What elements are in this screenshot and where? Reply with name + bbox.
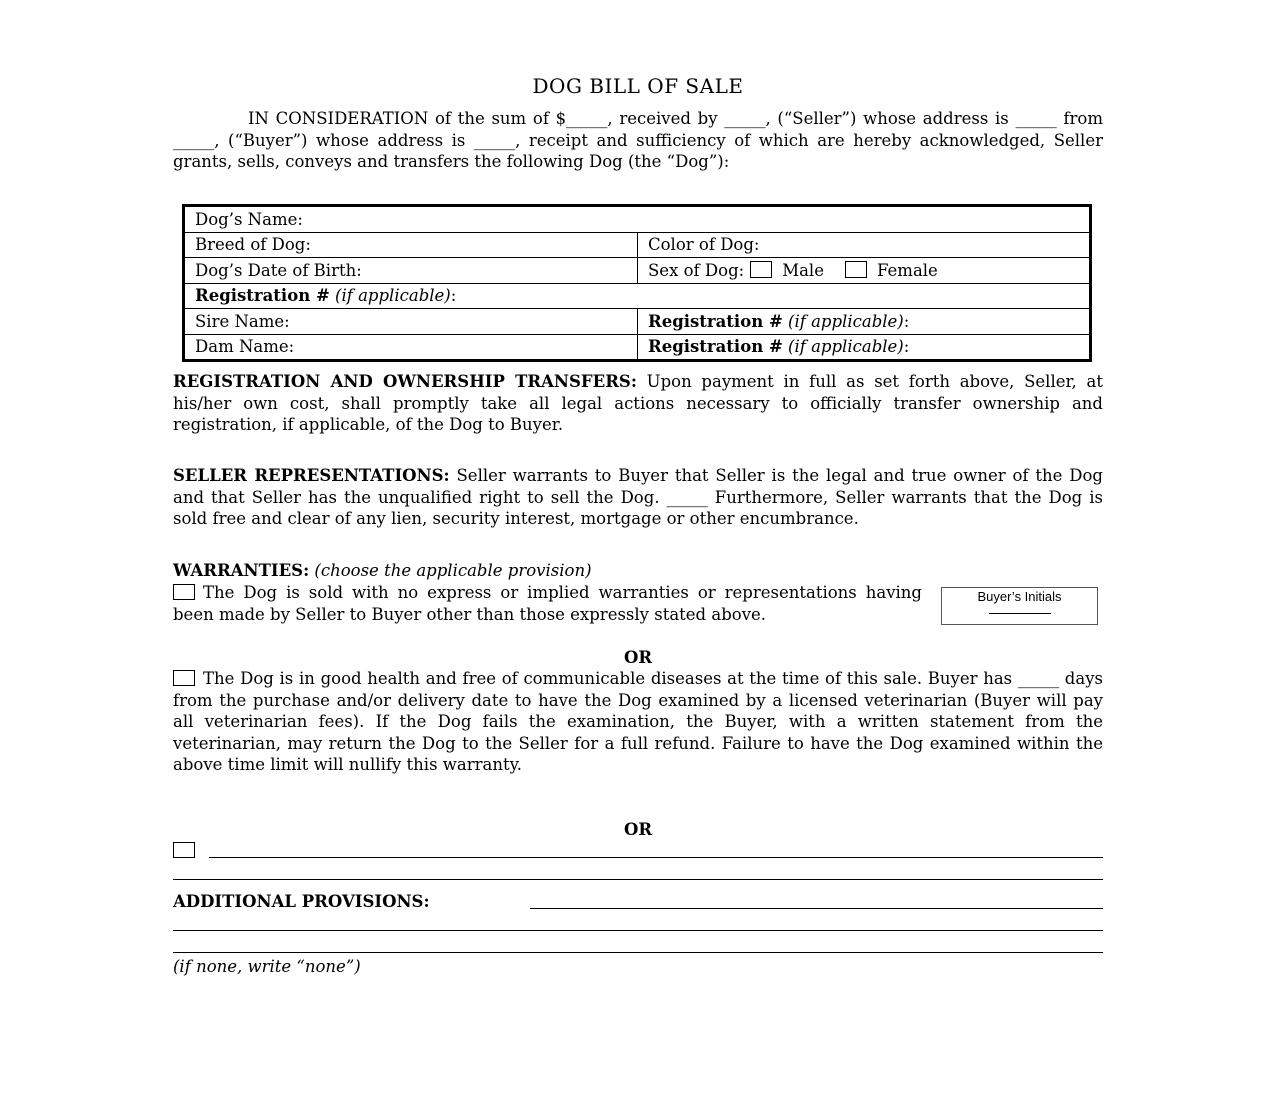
or-separator-2: OR <box>623 820 653 839</box>
dam-name-field[interactable]: Dam Name: <box>184 334 638 361</box>
breed-field[interactable]: Breed of Dog: <box>184 232 638 258</box>
female-checkbox[interactable] <box>845 261 867 278</box>
registration-field[interactable]: Registration # (if applicable): <box>184 283 1091 309</box>
male-checkbox[interactable] <box>750 261 772 278</box>
warranty-option-3 <box>173 840 1103 862</box>
dam-registration-field[interactable]: Registration # (if applicable): <box>638 334 1091 361</box>
registration-section <box>173 371 1103 436</box>
sire-name-field[interactable]: Sire Name: <box>184 309 638 335</box>
additional-heading: ADDITIONAL PROVISIONS: <box>173 892 430 911</box>
warranty-option-2-text: The Dog is in good health and free of communicable diseases at the time of this sale. Buyer has _____ days from the purchase and/or delivery date to have the Dog examined by a licensed veterinarian (Buyer will pay all veterinarian fees). If the Dog fails the examination, the Buyer, with a written statement from the veterinarian, may return the Dog to the Seller for a full refund. Failure to have the Dog examined within the above time limit will nullify this warranty. <box>173 669 1103 775</box>
female-label: Female <box>876 260 938 280</box>
registration-text: Upon payment in full as set forth above, Seller, at his/her own cost, shall promptly take all legal actions necessary to officially transfer ownership and registration, if applicable, of the Dog to Buyer. <box>173 372 1103 435</box>
warranty-option-1-text: The Dog is sold with no express or implied warranties or representations having been made by Seller to Buyer other than those expressly stated above. <box>173 583 922 624</box>
additional-provisions-line-1[interactable] <box>530 908 1103 909</box>
warranty-option-3-checkbox[interactable] <box>173 842 195 858</box>
intro-paragraph <box>173 108 1103 173</box>
warranties-heading-line <box>173 560 1103 582</box>
warranty-option-1 <box>173 582 922 625</box>
registration-heading: REGISTRATION AND OWNERSHIP TRANSFERS: <box>173 372 637 391</box>
male-label: Male <box>782 260 824 280</box>
warranty-option-2 <box>173 668 1103 776</box>
date-of-birth-field[interactable]: Dog’s Date of Birth: <box>184 258 638 284</box>
additional-provisions <box>173 891 1103 913</box>
buyers-initials-line <box>989 613 1051 614</box>
sire-registration-field[interactable]: Registration # (if applicable): <box>638 309 1091 335</box>
warranty-option-1-checkbox[interactable] <box>173 584 195 600</box>
warranty-option-3-line[interactable] <box>209 857 1103 858</box>
intro-text: IN CONSIDERATION of the sum of $_____, received by _____, (“Seller”) whose address is _____ from _____, (“Buyer”) whose address is _____, receipt and sufficiency of which are hereby acknowledged, Seller grants, sells, conveys and transfers the following Dog (the “Dog”): <box>173 109 1103 172</box>
seller-section <box>173 465 1103 530</box>
or-separator-1: OR <box>623 648 653 667</box>
dog-details-table <box>182 204 1092 362</box>
warranty-option-2-checkbox[interactable] <box>173 670 195 686</box>
warranty-option-3-line-2[interactable] <box>173 879 1103 880</box>
buyers-initials-label: Buyer’s Initials <box>977 589 1062 604</box>
additional-note <box>173 956 1103 978</box>
color-field[interactable]: Color of Dog: <box>638 232 1091 258</box>
warranties-subheading: (choose the applicable provision) <box>314 561 592 580</box>
buyers-initials-box[interactable] <box>941 587 1098 625</box>
additional-provisions-line-3[interactable] <box>173 952 1103 953</box>
additional-note-text: (if none, write “none”) <box>173 957 361 976</box>
additional-provisions-line-2[interactable] <box>173 930 1103 931</box>
warranties-heading: WARRANTIES: <box>173 561 310 580</box>
seller-heading: SELLER REPRESENTATIONS: <box>173 466 450 485</box>
sex-label: Sex of Dog: <box>648 260 745 280</box>
sex-field <box>638 258 1091 284</box>
seller-text: Seller warrants to Buyer that Seller is the legal and true owner of the Dog and that Seller has the unqualified right to sell the Dog. _____ Furthermore, Seller warrants that the Dog is sold free and clear of any lien, security interest, mortgage or other encumbrance. <box>173 466 1103 529</box>
dog-name-field[interactable]: Dog’s Name: <box>184 206 1091 233</box>
page-title: DOG BILL OF SALE <box>532 74 744 98</box>
